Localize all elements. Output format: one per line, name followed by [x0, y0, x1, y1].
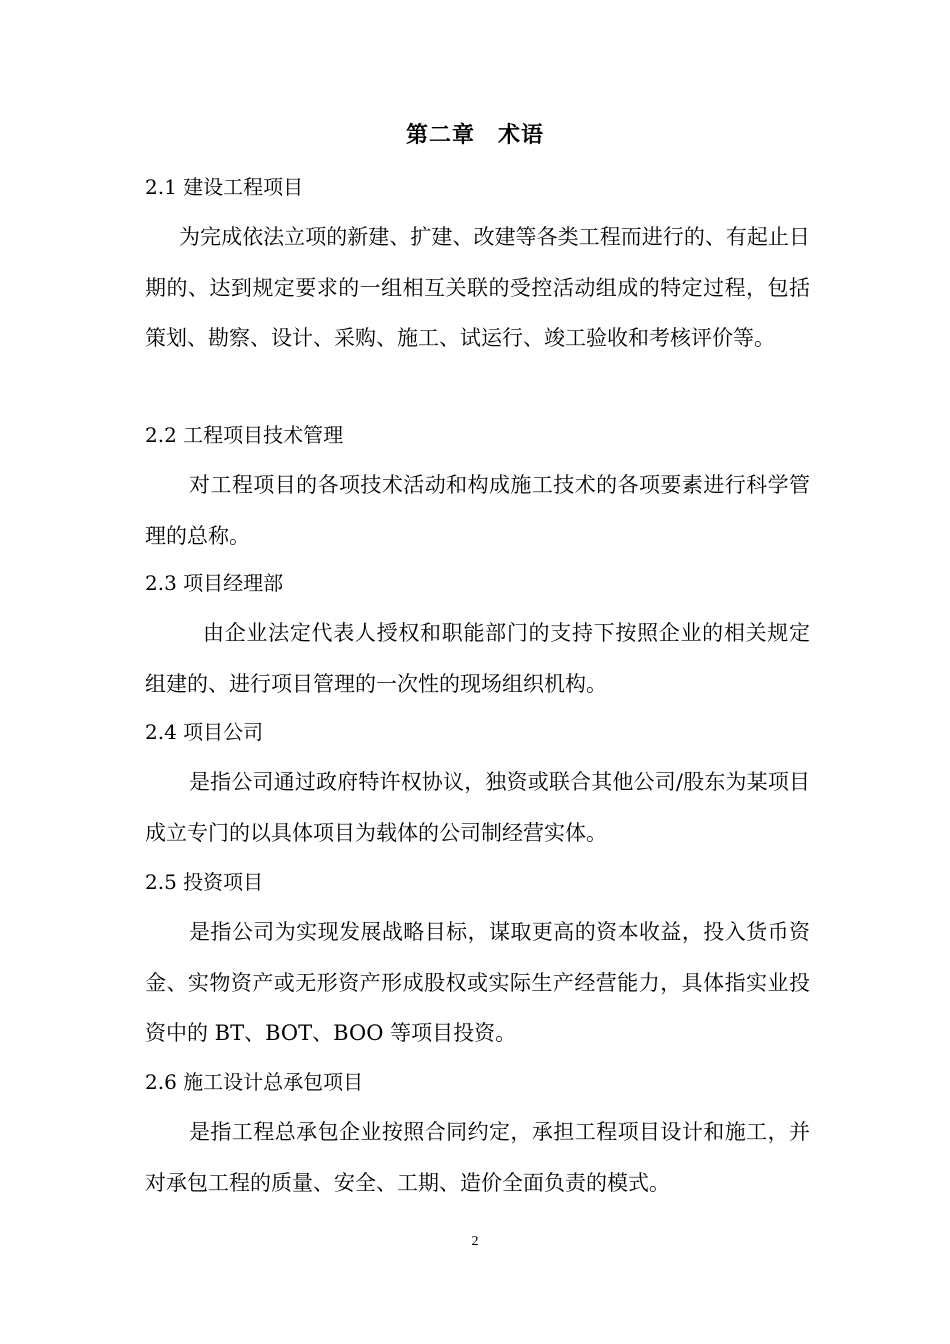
- page-number: 2: [471, 1234, 479, 1249]
- section-heading-2-2: 2.2 工程项目技术管理: [145, 423, 344, 447]
- chapter-title: 第二章 术语: [405, 123, 544, 148]
- section-text-2-4: 是指公司通过政府特许权协议，独资或联合其他公司/股东为某项目成立专门的以具体项目为载体的公司制经营实体。: [145, 770, 810, 845]
- section-heading-2-4: 2.4 项目公司: [145, 720, 264, 744]
- section-heading-2-6: 2.6 施工设计总承包项目: [145, 1070, 364, 1094]
- section-heading-2-3: 2.3 项目经理部: [145, 571, 284, 595]
- section-heading-2-5: 2.5 投资项目: [145, 870, 264, 894]
- section-text-2-6: 是指工程总承包企业按照合同约定，承担工程项目设计和施工，并对承包工程的质量、安全、工期、造价全面负责的模式。: [145, 1120, 810, 1195]
- section-text-2-5: 是指公司为实现发展战略目标，谋取更高的资本收益，投入货币资金、实物资产或无形资产形成股权或实际生产经营能力，具体指实业投资中的 BT、BOT、BOO 等项目投资。: [145, 920, 810, 1045]
- section-text-2-2: 对工程项目的各项技术活动和构成施工技术的各项要素进行科学管理的总称。: [145, 473, 810, 548]
- section-text-2-3: 由企业法定代表人授权和职能部门的支持下按照企业的相关规定组建的、进行项目管理的一次性的现场组织机构。: [145, 621, 810, 696]
- section-text-2-1: 为完成依法立项的新建、扩建、改建等各类工程而进行的、有起止日期的、达到规定要求的一组相互关联的受控活动组成的特定过程，包括策划、勘察、设计、采购、施工、试运行、竣工验收和考核评价等。: [145, 225, 810, 350]
- section-heading-2-1: 2.1 建设工程项目: [145, 175, 304, 199]
